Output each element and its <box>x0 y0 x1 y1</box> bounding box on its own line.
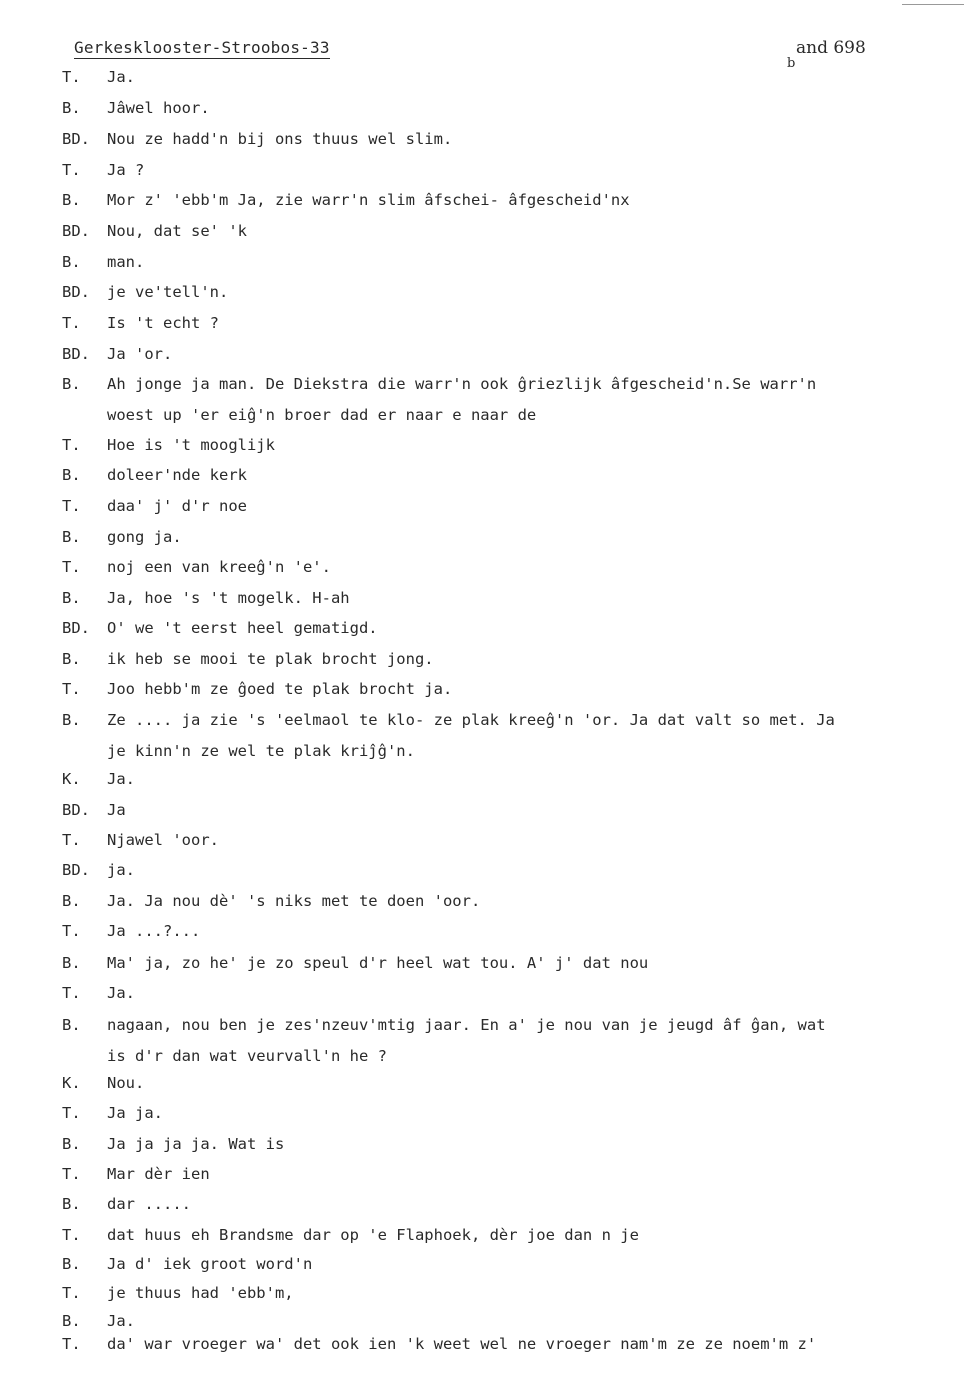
utterance-text: Ja ? <box>107 161 145 179</box>
speaker-label: K. <box>62 1074 81 1092</box>
band-number <box>786 38 866 71</box>
utterance-text: Ja. Ja nou dè' 's niks met te doen 'oor. <box>107 892 481 910</box>
transcript-line <box>62 495 942 517</box>
transcript-line <box>62 982 942 1004</box>
transcript-line <box>62 920 942 942</box>
transcript-line <box>62 1282 942 1304</box>
utterance-text: Mar dèr ien <box>107 1165 210 1183</box>
transcript-line <box>62 1014 942 1036</box>
utterance-text: je thuus had 'ebb'm, <box>107 1284 294 1302</box>
speaker-label: T. <box>62 314 81 332</box>
transcript-line <box>62 189 942 211</box>
utterance-text: Nou, dat se' 'k <box>107 222 247 240</box>
transcript-line <box>62 281 942 303</box>
utterance-text: Is 't echt ? <box>107 314 219 332</box>
utterance-text: Ze .... ja zie 's 'eelmaol te klo- ze plak kreeĝ'n 'or. Ja dat valt so met. Ja <box>107 711 835 729</box>
speaker-label: B. <box>62 1312 81 1330</box>
speaker-label: BD. <box>62 130 90 148</box>
transcript-line <box>62 648 942 670</box>
transcript-line <box>62 799 942 821</box>
transcript-line <box>62 829 942 851</box>
transcript-line <box>62 709 942 731</box>
speaker-label: B. <box>62 892 81 910</box>
transcript-line <box>62 617 942 639</box>
utterance-text: Ja <box>107 801 126 819</box>
speaker-label: B. <box>62 1135 81 1153</box>
utterance-text: Ja. <box>107 1312 135 1330</box>
utterance-text: Ja d' iek groot word'n <box>107 1255 313 1273</box>
speaker-label: T. <box>62 558 81 576</box>
speaker-label: K. <box>62 770 81 788</box>
transcript-line <box>62 1224 942 1246</box>
transcript-line <box>62 859 942 881</box>
utterance-text: noj een van kreeĝ'n 'e'. <box>107 558 331 576</box>
utterance-text: da' war vroeger wa' det ook ien 'k weet wel ne vroeger nam'm ze ze noem'm z' <box>107 1335 817 1353</box>
utterance-text: doleer'nde kerk <box>107 466 247 484</box>
utterance-text: Ja. <box>107 68 135 86</box>
utterance-text: dat huus eh Brandsme dar op 'e Flaphoek, dèr joe dan n je <box>107 1226 639 1244</box>
utterance-text: Mor z' 'ebb'm Ja, zie warr'n slim âfschei- âfgescheid'nx <box>107 191 630 209</box>
speaker-label: T. <box>62 1226 81 1244</box>
transcript-line <box>62 434 942 456</box>
utterance-text: ja. <box>107 861 135 879</box>
speaker-label: BD. <box>62 861 90 879</box>
transcript-line <box>62 312 942 334</box>
transcript-line <box>62 678 942 700</box>
speaker-label: B. <box>62 1255 81 1273</box>
speaker-label: T. <box>62 1335 81 1353</box>
speaker-label: BD. <box>62 283 90 301</box>
transcript-line <box>62 1163 942 1185</box>
speaker-label: T. <box>62 1165 81 1183</box>
utterance-text: Ja ja. <box>107 1104 163 1122</box>
speaker-label: T. <box>62 497 81 515</box>
utterance-text: daa' j' d'r noe <box>107 497 247 515</box>
transcript-line <box>62 97 942 119</box>
transcript-line <box>62 1310 942 1332</box>
utterance-text: Nou ze hadd'n bij ons thuus wel slim. <box>107 130 453 148</box>
transcript-line <box>62 464 942 486</box>
speaker-label: B. <box>62 466 81 484</box>
speaker-label: T. <box>62 1104 81 1122</box>
utterance-continuation: je kinn'n ze wel te plak kriĵĝ'n. <box>107 742 415 760</box>
speaker-label: T. <box>62 68 81 86</box>
speaker-label: T. <box>62 436 81 454</box>
transcript-line <box>62 768 942 790</box>
transcript-line <box>62 373 942 395</box>
utterance-text: dar ..... <box>107 1195 191 1213</box>
speaker-label: T. <box>62 831 81 849</box>
utterance-text: Joo hebb'm ze ĝoed te plak brocht ja. <box>107 680 453 698</box>
utterance-text: Njawel 'oor. <box>107 831 219 849</box>
transcript-line <box>62 66 942 88</box>
utterance-continuation: woest up 'er eiĝ'n broer dad er naar e naar de <box>107 406 537 424</box>
transcript-line <box>62 890 942 912</box>
speaker-label: T. <box>62 1284 81 1302</box>
transcript-line <box>62 251 942 273</box>
document-title: Gerkesklooster-Stroobos-33 <box>74 38 330 57</box>
speaker-label: T. <box>62 984 81 1002</box>
utterance-text: nagaan, nou ben je zes'nzeuv'mtig jaar. En a' je nou van je jeugd âf ĝan, wat <box>107 1016 826 1034</box>
transcript-line <box>62 220 942 242</box>
utterance-text: Jâwel hoor. <box>107 99 210 117</box>
utterance-continuation: is d'r dan wat veurvall'n he ? <box>107 1047 387 1065</box>
utterance-text: ik heb se mooi te plak brocht jong. <box>107 650 434 668</box>
speaker-label: B. <box>62 528 81 546</box>
transcript-line <box>62 343 942 365</box>
speaker-label: BD. <box>62 619 90 637</box>
transcript-line <box>62 159 942 181</box>
utterance-text: Ja, hoe 's 't mogelk. H-ah <box>107 589 350 607</box>
utterance-text: Hoe is 't mooglijk <box>107 436 275 454</box>
speaker-label: B. <box>62 589 81 607</box>
utterance-text: Ja. <box>107 984 135 1002</box>
speaker-label: BD. <box>62 222 90 240</box>
speaker-label: B. <box>62 253 81 271</box>
speaker-label: B. <box>62 375 81 393</box>
speaker-label: B. <box>62 650 81 668</box>
transcript-line <box>62 128 942 150</box>
transcript-line <box>62 556 942 578</box>
speaker-label: T. <box>62 922 81 940</box>
speaker-label: B. <box>62 1016 81 1034</box>
speaker-label: B. <box>62 191 81 209</box>
utterance-text: Ma' ja, zo he' je zo speul d'r heel wat tou. A' j' dat nou <box>107 954 649 972</box>
utterance-text: Ja ja ja ja. Wat is <box>107 1135 285 1153</box>
utterance-text: Ah jonge ja man. De Diekstra die warr'n ook ĝriezlijk âfgescheid'n.Se warr'n <box>107 375 817 393</box>
speaker-label: T. <box>62 161 81 179</box>
transcript-line <box>62 587 942 609</box>
utterance-text: gong ja. <box>107 528 182 546</box>
band-prefix: b <box>787 56 796 71</box>
speaker-label: B. <box>62 1195 81 1213</box>
transcript-line <box>62 952 942 974</box>
transcript-line <box>62 1102 942 1124</box>
utterance-text: Ja 'or. <box>107 345 173 363</box>
top-edge-rule <box>902 4 964 5</box>
speaker-label: B. <box>62 99 81 117</box>
utterance-text: Ja ...?... <box>107 922 201 940</box>
transcript-line <box>62 1193 942 1215</box>
speaker-label: T. <box>62 680 81 698</box>
speaker-label: BD. <box>62 801 90 819</box>
utterance-text: Nou. <box>107 1074 145 1092</box>
utterance-text: je ve'tell'n. <box>107 283 229 301</box>
band-number-label: and 698 <box>796 38 866 58</box>
speaker-label: B. <box>62 954 81 972</box>
transcript-line <box>62 1253 942 1275</box>
transcript-line <box>62 1072 942 1094</box>
transcript-line <box>62 1333 942 1355</box>
utterance-text: O' we 't eerst heel gematigd. <box>107 619 378 637</box>
transcript-line <box>62 526 942 548</box>
speaker-label: BD. <box>62 345 90 363</box>
transcript-line <box>62 1133 942 1155</box>
utterance-text: Ja. <box>107 770 135 788</box>
speaker-label: B. <box>62 711 81 729</box>
utterance-text: man. <box>107 253 145 271</box>
